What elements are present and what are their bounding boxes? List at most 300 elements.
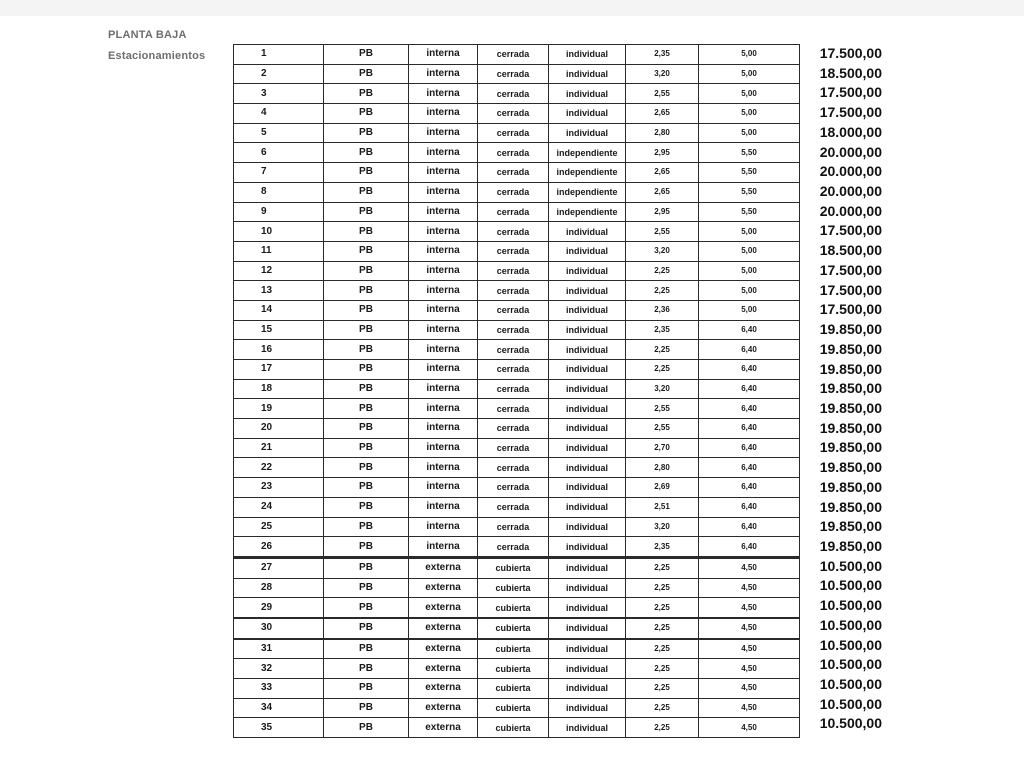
space-number-cell: 31 [234, 639, 324, 659]
use-cell: independiente [549, 143, 626, 163]
position-cell: interna [409, 379, 478, 399]
table-row [234, 718, 800, 738]
type-cell: cerrada [478, 241, 549, 261]
space-number-cell: 6 [234, 143, 324, 163]
use-cell: individual [549, 399, 626, 419]
type-cell: cerrada [478, 478, 549, 498]
length-cell: 4,50 [699, 639, 800, 659]
level-cell: PB [324, 64, 409, 84]
level-cell: PB [324, 222, 409, 242]
table-row [234, 698, 800, 718]
width-cell: 2,25 [626, 659, 699, 679]
price-value: 17.500,00 [819, 261, 882, 278]
price-value: 10.500,00 [819, 597, 882, 614]
width-cell: 2,25 [626, 360, 699, 380]
position-cell: interna [409, 419, 478, 439]
type-cell: cerrada [478, 438, 549, 458]
table-row [234, 320, 800, 340]
level-cell: PB [324, 340, 409, 360]
length-cell: 6,40 [699, 419, 800, 439]
length-cell: 6,40 [699, 458, 800, 478]
use-cell: individual [549, 659, 626, 679]
position-cell: externa [409, 578, 478, 598]
use-cell: individual [549, 300, 626, 320]
price-value: 10.500,00 [819, 577, 882, 594]
space-number-cell: 12 [234, 261, 324, 281]
use-cell: individual [549, 718, 626, 738]
use-cell: individual [549, 438, 626, 458]
length-cell: 6,40 [699, 497, 800, 517]
price-value: 18.500,00 [819, 64, 882, 81]
level-cell: PB [324, 438, 409, 458]
space-number-cell: 23 [234, 478, 324, 498]
length-cell: 6,40 [699, 478, 800, 498]
length-cell: 5,50 [699, 163, 800, 183]
width-cell: 2,70 [626, 438, 699, 458]
width-cell: 2,25 [626, 598, 699, 618]
use-cell: individual [549, 557, 626, 578]
price-column [782, 44, 882, 734]
width-cell: 2,25 [626, 261, 699, 281]
position-cell: externa [409, 639, 478, 659]
type-cell: cerrada [478, 320, 549, 340]
table-row [234, 360, 800, 380]
use-cell: individual [549, 698, 626, 718]
width-cell: 2,25 [626, 639, 699, 659]
width-cell: 2,25 [626, 698, 699, 718]
space-number-cell: 14 [234, 300, 324, 320]
level-cell: PB [324, 698, 409, 718]
length-cell: 5,00 [699, 281, 800, 301]
price-value: 20.000,00 [819, 202, 882, 219]
position-cell: interna [409, 222, 478, 242]
table-row [234, 679, 800, 699]
level-cell: PB [324, 300, 409, 320]
space-number-cell: 22 [234, 458, 324, 478]
table-row [234, 578, 800, 598]
use-cell: individual [549, 64, 626, 84]
use-cell: individual [549, 45, 626, 65]
space-number-cell: 32 [234, 659, 324, 679]
position-cell: externa [409, 618, 478, 639]
use-cell: individual [549, 241, 626, 261]
table-row [234, 537, 800, 558]
length-cell: 4,50 [699, 598, 800, 618]
length-cell: 4,50 [699, 659, 800, 679]
price-value: 10.500,00 [819, 676, 882, 692]
space-number-cell: 35 [234, 718, 324, 738]
length-cell: 5,50 [699, 202, 800, 222]
type-cell: cerrada [478, 537, 549, 558]
position-cell: interna [409, 360, 478, 380]
width-cell: 2,25 [626, 340, 699, 360]
use-cell: independiente [549, 182, 626, 202]
table-row [234, 557, 800, 578]
type-cell: cubierta [478, 578, 549, 598]
use-cell: individual [549, 497, 626, 517]
type-cell: cerrada [478, 202, 549, 222]
type-cell: cubierta [478, 679, 549, 699]
position-cell: interna [409, 261, 478, 281]
level-cell: PB [324, 718, 409, 738]
price-value: 17.500,00 [819, 281, 882, 298]
position-cell: interna [409, 399, 478, 419]
parking-table-body [234, 45, 800, 738]
level-cell: PB [324, 123, 409, 143]
width-cell: 2,35 [626, 320, 699, 340]
type-cell: cerrada [478, 84, 549, 104]
length-cell: 4,50 [699, 618, 800, 639]
use-cell: individual [549, 598, 626, 618]
table-row [234, 123, 800, 143]
price-value: 10.500,00 [819, 616, 882, 633]
use-cell: individual [549, 320, 626, 340]
width-cell: 2,35 [626, 45, 699, 65]
level-cell: PB [324, 458, 409, 478]
position-cell: interna [409, 340, 478, 360]
position-cell: interna [409, 300, 478, 320]
position-cell: interna [409, 123, 478, 143]
length-cell: 6,40 [699, 438, 800, 458]
type-cell: cubierta [478, 557, 549, 578]
width-cell: 2,35 [626, 537, 699, 558]
use-cell: individual [549, 478, 626, 498]
position-cell: externa [409, 718, 478, 738]
table-row [234, 281, 800, 301]
type-cell: cubierta [478, 639, 549, 659]
space-number-cell: 20 [234, 419, 324, 439]
type-cell: cerrada [478, 163, 549, 183]
use-cell: individual [549, 537, 626, 558]
length-cell: 4,50 [699, 557, 800, 578]
level-cell: PB [324, 379, 409, 399]
length-cell: 6,40 [699, 399, 800, 419]
price-value: 17.500,00 [819, 84, 882, 101]
level-cell: PB [324, 419, 409, 439]
type-cell: cubierta [478, 659, 549, 679]
type-cell: cerrada [478, 143, 549, 163]
level-cell: PB [324, 163, 409, 183]
level-cell: PB [324, 399, 409, 419]
width-cell: 2,80 [626, 458, 699, 478]
price-value: 20.000,00 [819, 163, 882, 180]
width-cell: 2,95 [626, 143, 699, 163]
length-cell: 6,40 [699, 360, 800, 380]
use-cell: individual [549, 84, 626, 104]
table-row [234, 261, 800, 281]
table-row [234, 379, 800, 399]
width-cell: 2,36 [626, 300, 699, 320]
use-cell: independiente [549, 163, 626, 183]
space-number-cell: 3 [234, 84, 324, 104]
table-row [234, 598, 800, 618]
use-cell: individual [549, 222, 626, 242]
width-cell: 2,55 [626, 399, 699, 419]
width-cell: 2,95 [626, 202, 699, 222]
table-row [234, 497, 800, 517]
table-row [234, 618, 800, 639]
type-cell: cerrada [478, 261, 549, 281]
level-cell: PB [324, 517, 409, 537]
level-cell: PB [324, 537, 409, 558]
position-cell: interna [409, 517, 478, 537]
length-cell: 4,50 [699, 679, 800, 699]
page-subtitle: Estacionamientos [108, 50, 206, 62]
length-cell: 5,00 [699, 45, 800, 65]
table-row [234, 659, 800, 679]
price-value: 19.850,00 [819, 518, 882, 535]
table-row [234, 517, 800, 537]
space-number-cell: 15 [234, 320, 324, 340]
price-value: 17.500,00 [819, 301, 882, 318]
table-row [234, 45, 800, 65]
table-row [234, 639, 800, 659]
space-number-cell: 27 [234, 557, 324, 578]
width-cell: 2,25 [626, 557, 699, 578]
price-value: 10.500,00 [819, 695, 882, 712]
space-number-cell: 25 [234, 517, 324, 537]
level-cell: PB [324, 478, 409, 498]
position-cell: interna [409, 320, 478, 340]
price-value: 19.850,00 [819, 478, 882, 495]
length-cell: 4,50 [699, 578, 800, 598]
price-value: 19.850,00 [819, 321, 882, 338]
position-cell: interna [409, 104, 478, 124]
level-cell: PB [324, 360, 409, 380]
type-cell: cerrada [478, 64, 549, 84]
level-cell: PB [324, 497, 409, 517]
type-cell: cerrada [478, 45, 549, 65]
level-cell: PB [324, 84, 409, 104]
price-value: 19.850,00 [819, 419, 882, 436]
level-cell: PB [324, 261, 409, 281]
type-cell: cubierta [478, 618, 549, 639]
space-number-cell: 2 [234, 64, 324, 84]
type-cell: cerrada [478, 360, 549, 380]
table-row [234, 143, 800, 163]
price-value: 19.850,00 [819, 459, 882, 476]
type-cell: cubierta [478, 698, 549, 718]
table-row [234, 84, 800, 104]
price-value: 17.500,00 [819, 222, 882, 239]
type-cell: cerrada [478, 300, 549, 320]
length-cell: 6,40 [699, 340, 800, 360]
space-number-cell: 19 [234, 399, 324, 419]
position-cell: interna [409, 537, 478, 558]
type-cell: cerrada [478, 222, 549, 242]
space-number-cell: 11 [234, 241, 324, 261]
position-cell: interna [409, 438, 478, 458]
position-cell: interna [409, 182, 478, 202]
use-cell: individual [549, 679, 626, 699]
width-cell: 2,25 [626, 578, 699, 598]
position-cell: interna [409, 458, 478, 478]
space-number-cell: 26 [234, 537, 324, 558]
level-cell: PB [324, 320, 409, 340]
use-cell: individual [549, 379, 626, 399]
level-cell: PB [324, 578, 409, 598]
table-row [234, 222, 800, 242]
level-cell: PB [324, 45, 409, 65]
length-cell: 4,50 [699, 698, 800, 718]
type-cell: cubierta [478, 718, 549, 738]
position-cell: interna [409, 64, 478, 84]
table-row [234, 399, 800, 419]
use-cell: individual [549, 639, 626, 659]
use-cell: individual [549, 517, 626, 537]
level-cell: PB [324, 182, 409, 202]
width-cell: 3,20 [626, 64, 699, 84]
position-cell: externa [409, 698, 478, 718]
length-cell: 6,40 [699, 537, 800, 558]
space-number-cell: 34 [234, 698, 324, 718]
type-cell: cerrada [478, 182, 549, 202]
length-cell: 5,00 [699, 64, 800, 84]
price-value: 19.850,00 [819, 537, 882, 554]
level-cell: PB [324, 557, 409, 578]
space-number-cell: 8 [234, 182, 324, 202]
length-cell: 5,50 [699, 143, 800, 163]
page-title: PLANTA BAJA [108, 29, 187, 41]
use-cell: individual [549, 360, 626, 380]
space-number-cell: 24 [234, 497, 324, 517]
position-cell: interna [409, 478, 478, 498]
width-cell: 2,25 [626, 679, 699, 699]
width-cell: 2,25 [626, 281, 699, 301]
width-cell: 2,55 [626, 222, 699, 242]
page-top-edge [0, 0, 1024, 16]
length-cell: 5,00 [699, 241, 800, 261]
price-value: 17.500,00 [819, 45, 882, 61]
table-row [234, 458, 800, 478]
table-row [234, 104, 800, 124]
use-cell: individual [549, 578, 626, 598]
position-cell: interna [409, 84, 478, 104]
position-cell: externa [409, 598, 478, 618]
width-cell: 2,65 [626, 163, 699, 183]
table-row [234, 478, 800, 498]
length-cell: 4,50 [699, 718, 800, 738]
space-number-cell: 9 [234, 202, 324, 222]
width-cell: 3,20 [626, 379, 699, 399]
price-value: 19.850,00 [819, 360, 882, 377]
width-cell: 2,55 [626, 84, 699, 104]
type-cell: cerrada [478, 281, 549, 301]
use-cell: individual [549, 618, 626, 639]
type-cell: cerrada [478, 104, 549, 124]
space-number-cell: 17 [234, 360, 324, 380]
length-cell: 5,00 [699, 123, 800, 143]
type-cell: cerrada [478, 458, 549, 478]
length-cell: 5,00 [699, 222, 800, 242]
space-number-cell: 18 [234, 379, 324, 399]
table-row [234, 419, 800, 439]
space-number-cell: 5 [234, 123, 324, 143]
width-cell: 3,20 [626, 517, 699, 537]
price-value: 20.000,00 [819, 183, 882, 200]
width-cell: 2,25 [626, 718, 699, 738]
price-value: 19.850,00 [819, 498, 882, 515]
type-cell: cerrada [478, 497, 549, 517]
width-cell: 2,80 [626, 123, 699, 143]
position-cell: interna [409, 497, 478, 517]
type-cell: cerrada [478, 419, 549, 439]
position-cell: interna [409, 163, 478, 183]
table-row [234, 241, 800, 261]
price-value: 10.500,00 [819, 656, 882, 673]
use-cell: individual [549, 104, 626, 124]
price-value: 19.850,00 [819, 340, 882, 357]
space-number-cell: 10 [234, 222, 324, 242]
position-cell: interna [409, 45, 478, 65]
price-value: 10.500,00 [819, 557, 882, 574]
use-cell: independiente [549, 202, 626, 222]
price-value: 18.000,00 [819, 123, 882, 140]
use-cell: individual [549, 281, 626, 301]
level-cell: PB [324, 598, 409, 618]
price-value: 19.850,00 [819, 399, 882, 416]
space-number-cell: 21 [234, 438, 324, 458]
space-number-cell: 28 [234, 578, 324, 598]
level-cell: PB [324, 104, 409, 124]
space-number-cell: 16 [234, 340, 324, 360]
space-number-cell: 30 [234, 618, 324, 639]
level-cell: PB [324, 202, 409, 222]
width-cell: 2,25 [626, 618, 699, 639]
use-cell: individual [549, 458, 626, 478]
length-cell: 6,40 [699, 320, 800, 340]
space-number-cell: 33 [234, 679, 324, 699]
position-cell: interna [409, 281, 478, 301]
type-cell: cerrada [478, 340, 549, 360]
length-cell: 5,00 [699, 84, 800, 104]
use-cell: individual [549, 340, 626, 360]
space-number-cell: 13 [234, 281, 324, 301]
table-row [234, 340, 800, 360]
position-cell: interna [409, 143, 478, 163]
type-cell: cerrada [478, 399, 549, 419]
price-value: 10.500,00 [819, 715, 882, 732]
space-number-cell: 29 [234, 598, 324, 618]
width-cell: 2,65 [626, 182, 699, 202]
level-cell: PB [324, 659, 409, 679]
space-number-cell: 7 [234, 163, 324, 183]
level-cell: PB [324, 143, 409, 163]
space-number-cell: 1 [234, 45, 324, 65]
price-value: 20.000,00 [819, 143, 882, 160]
level-cell: PB [324, 639, 409, 659]
position-cell: externa [409, 557, 478, 578]
width-cell: 3,20 [626, 241, 699, 261]
width-cell: 2,65 [626, 104, 699, 124]
length-cell: 5,00 [699, 104, 800, 124]
table-row [234, 300, 800, 320]
width-cell: 2,51 [626, 497, 699, 517]
type-cell: cerrada [478, 123, 549, 143]
type-cell: cerrada [478, 517, 549, 537]
length-cell: 6,40 [699, 517, 800, 537]
position-cell: interna [409, 202, 478, 222]
type-cell: cerrada [478, 379, 549, 399]
table-row [234, 438, 800, 458]
length-cell: 5,00 [699, 261, 800, 281]
type-cell: cubierta [478, 598, 549, 618]
length-cell: 5,00 [699, 300, 800, 320]
level-cell: PB [324, 241, 409, 261]
level-cell: PB [324, 679, 409, 699]
price-value: 10.500,00 [819, 636, 882, 653]
position-cell: externa [409, 679, 478, 699]
